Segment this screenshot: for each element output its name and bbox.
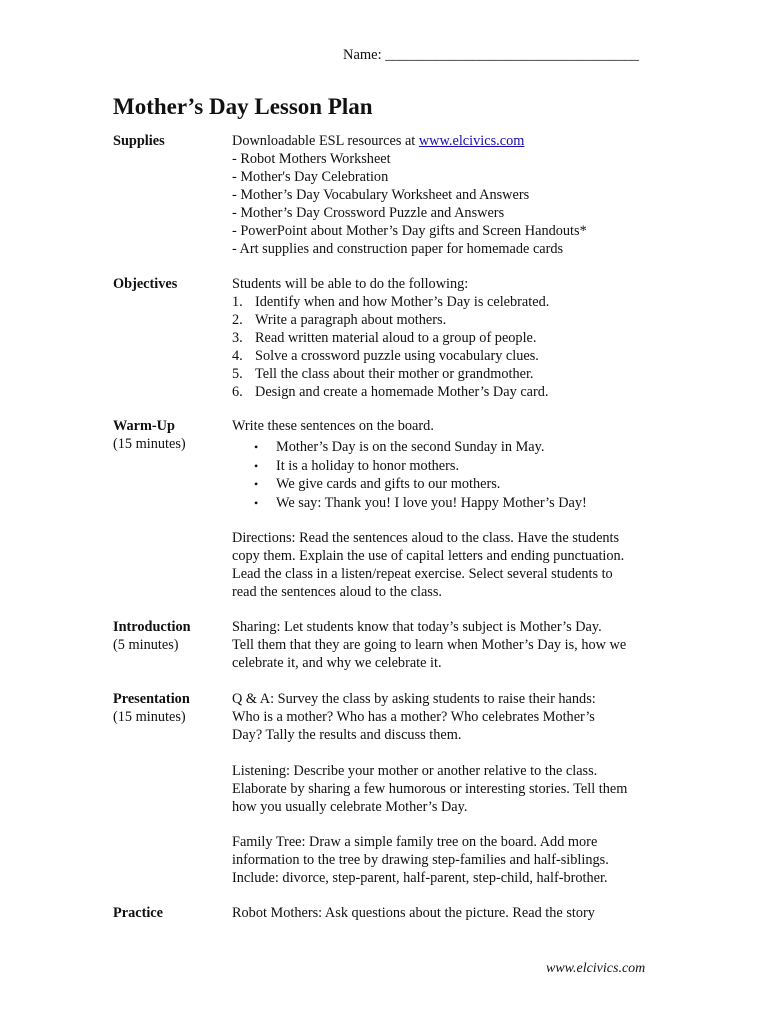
- name-label: Name:: [343, 47, 382, 63]
- name-field-line: [343, 46, 639, 64]
- bullet-marker: •: [254, 458, 259, 473]
- directions-line: Directions: Read the sentences aloud to the class. Have the students: [232, 530, 620, 546]
- objective-item: [232, 365, 662, 383]
- warmup-bullet-text: Mother’s Day is on the second Sunday in May.: [276, 439, 545, 455]
- presentation-time: (15 minutes): [113, 709, 186, 725]
- supplies-item: - Mother's Day Celebration: [232, 169, 389, 185]
- supplies-intro: Downloadable ESL resources at: [232, 133, 419, 149]
- supplies-label-block: [113, 132, 231, 150]
- objective-text: Design and create a homemade Mother’s Day card.: [255, 384, 549, 400]
- presentation-qa: [232, 690, 662, 744]
- warmup-bullet-item: [232, 494, 662, 513]
- objectives-label-block: [113, 275, 231, 293]
- warmup-bullet-item: [232, 475, 662, 494]
- objective-text: Tell the class about their mother or grandmother.: [255, 366, 534, 382]
- supplies-label: Supplies: [113, 133, 165, 149]
- warmup-label-block: [113, 417, 231, 453]
- presentation-label-block: [113, 690, 231, 726]
- supplies-item: - Robot Mothers Worksheet: [232, 151, 391, 167]
- family-tree-content: [232, 833, 662, 887]
- objective-number: 4.: [232, 348, 243, 364]
- objectives-list: [232, 293, 662, 401]
- objective-number: 5.: [232, 366, 243, 382]
- listening-line: how you usually celebrate Mother’s Day.: [232, 799, 468, 815]
- objective-number: 6.: [232, 384, 243, 400]
- objective-text: Identify when and how Mother’s Day is celebrated.: [255, 294, 550, 310]
- directions-line: read the sentences aloud to the class.: [232, 584, 443, 600]
- family-tree-line: Include: divorce, step-parent, half-parent, step-child, half-brother.: [232, 870, 608, 886]
- objective-item: [232, 383, 662, 401]
- practice-content: [232, 904, 662, 922]
- bullet-marker: •: [254, 440, 259, 454]
- warmup-content: [232, 417, 662, 512]
- page-title: Mother’s Day Lesson Plan: [113, 94, 373, 119]
- warmup-bullet-text: It is a holiday to honor mothers.: [276, 457, 460, 474]
- bullet-marker: •: [254, 495, 259, 510]
- warmup-directions-content: [232, 529, 662, 601]
- supplies-item: - Art supplies and construction paper for homemade cards: [232, 241, 564, 257]
- listening-content: [232, 762, 662, 816]
- listening-line: Elaborate by sharing a few humorous or interesting stories. Tell them: [232, 781, 628, 797]
- objectives-content: [232, 275, 662, 401]
- objective-item: [232, 311, 662, 329]
- elcivics-link[interactable]: www.elcivics.com: [418, 133, 525, 149]
- introduction-line: Sharing: Let students know that today’s subject is Mother’s Day.: [232, 619, 602, 635]
- warmup-bullet-text: We say: Thank you! I love you! Happy Mother’s Day!: [276, 494, 587, 511]
- supplies-item: - Mother’s Day Crossword Puzzle and Answers: [232, 205, 505, 221]
- warmup-bullets: [232, 438, 662, 512]
- introduction-label: Introduction: [113, 619, 191, 635]
- practice-label: Practice: [113, 905, 163, 921]
- warmup-time: (15 minutes): [113, 436, 186, 452]
- objective-text: Write a paragraph about mothers.: [255, 312, 447, 328]
- name-blank: ___________________________________: [385, 47, 640, 63]
- practice-line: Robot Mothers: Ask questions about the picture. Read the story: [232, 905, 595, 921]
- supplies-item: - PowerPoint about Mother’s Day gifts and Screen Handouts*: [232, 223, 587, 239]
- presentation-label: Presentation: [113, 691, 190, 707]
- supplies-item: - Mother’s Day Vocabulary Worksheet and Answers: [232, 187, 530, 203]
- supplies-intro-line: [232, 132, 662, 150]
- practice-label-block: [113, 904, 231, 922]
- warmup-bullet-item: [232, 457, 662, 476]
- introduction-label-block: [113, 618, 231, 654]
- objective-number: 1.: [232, 294, 243, 310]
- bullet-marker: •: [254, 477, 259, 492]
- qa-line: Day? Tally the results and discuss them.: [232, 727, 462, 743]
- supplies-content: [232, 132, 662, 258]
- family-tree-line: Family Tree: Draw a simple family tree on the board. Add more: [232, 834, 598, 850]
- objective-item: [232, 293, 662, 311]
- objective-text: Read written material aloud to a group of people.: [255, 330, 537, 346]
- objectives-label: Objectives: [113, 276, 178, 292]
- objective-number: 2.: [232, 312, 243, 328]
- family-tree-line: information to the tree by drawing step-families and half-siblings.: [232, 852, 609, 868]
- objectives-intro: Students will be able to do the following:: [232, 276, 469, 292]
- introduction-line: celebrate it, and why we celebrate it.: [232, 655, 442, 671]
- directions-line: Lead the class in a listen/repeat exercise. Select several students to: [232, 566, 613, 582]
- listening-line: Listening: Describe your mother or another relative to the class.: [232, 763, 598, 779]
- qa-line: Who is a mother? Who has a mother? Who celebrates Mother’s: [232, 709, 595, 725]
- objective-text: Solve a crossword puzzle using vocabulary clues.: [255, 348, 539, 364]
- warmup-bullet-item: [232, 438, 662, 457]
- footer-url: www.elcivics.com: [546, 961, 646, 976]
- warmup-intro: Write these sentences on the board.: [232, 418, 434, 434]
- introduction-content: [232, 618, 662, 672]
- directions-line: copy them. Explain the use of capital letters and ending punctuation.: [232, 548, 625, 564]
- objective-item: [232, 329, 662, 347]
- introduction-time: (5 minutes): [113, 637, 179, 653]
- qa-line: Q & A: Survey the class by asking students to raise their hands:: [232, 691, 596, 707]
- introduction-line: Tell them that they are going to learn when Mother’s Day is, how we: [232, 637, 627, 653]
- objective-number: 3.: [232, 330, 243, 346]
- warmup-label: Warm-Up: [113, 418, 175, 434]
- warmup-bullet-text: We give cards and gifts to our mothers.: [276, 476, 501, 493]
- objective-item: [232, 347, 662, 365]
